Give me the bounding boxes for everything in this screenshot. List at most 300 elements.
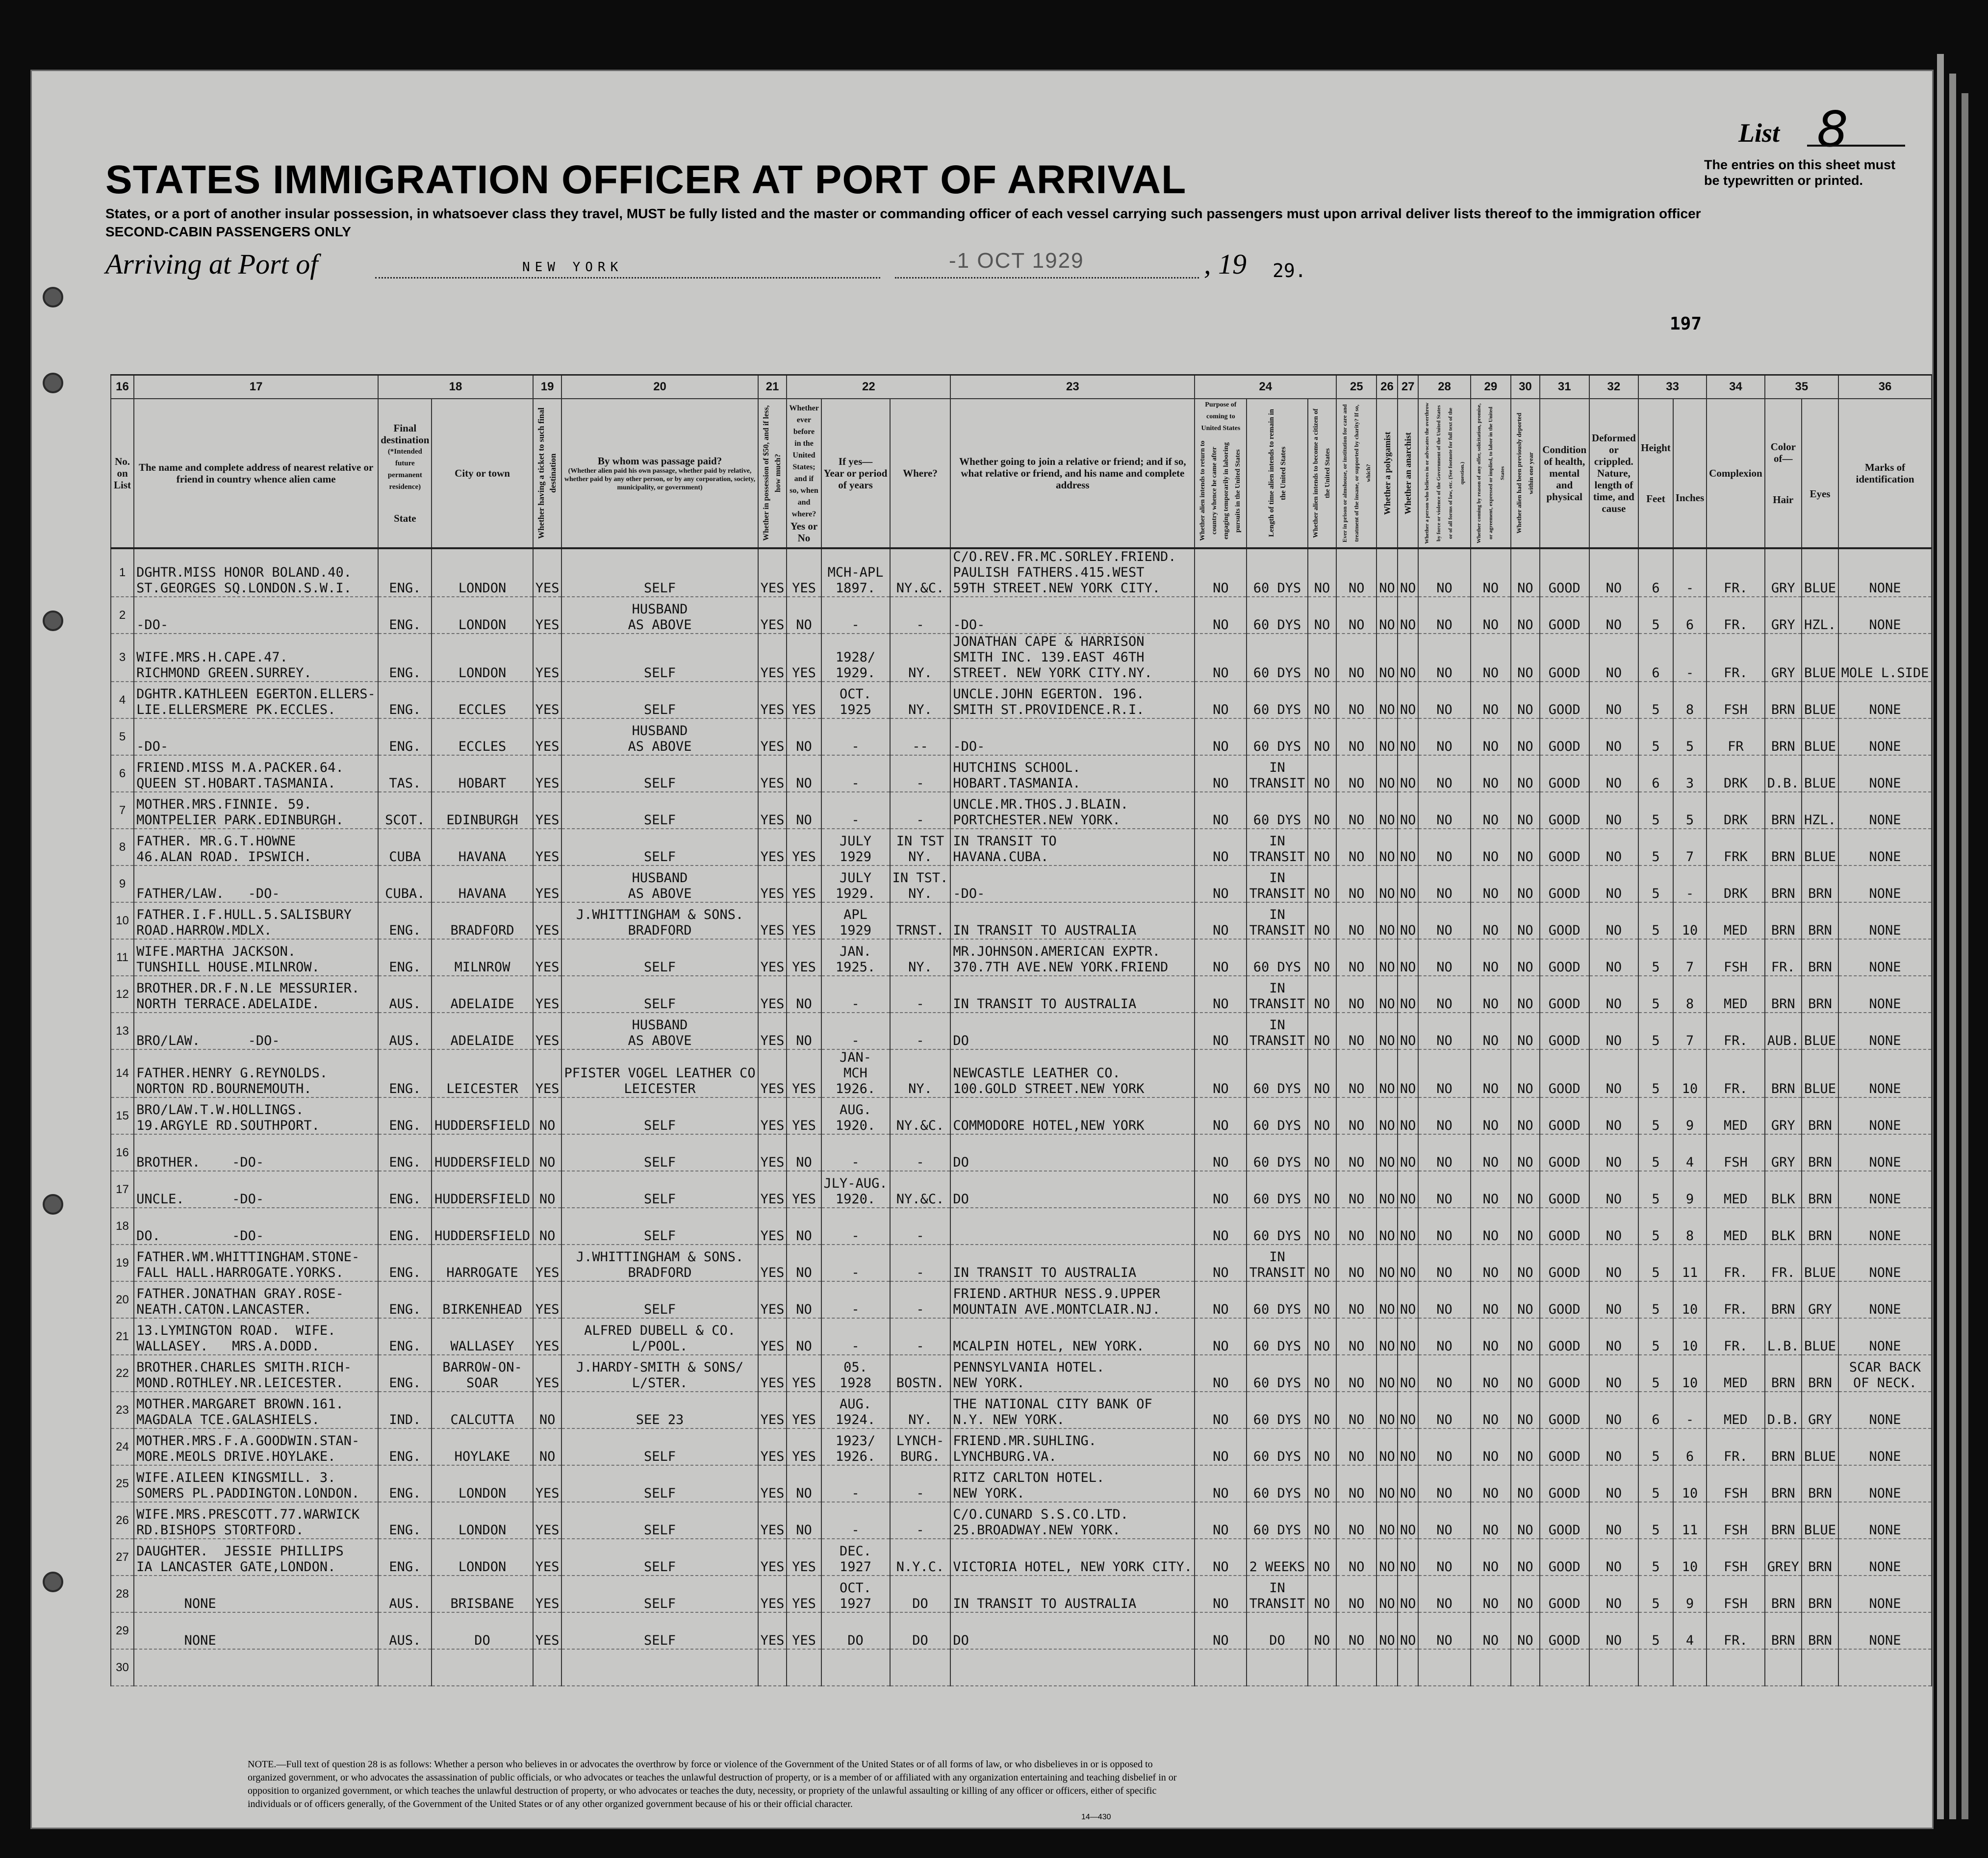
cell-pd: J.WHITTINGHAM & SONS. BRADFORD <box>561 902 758 939</box>
cell-mk: NONE <box>1838 1576 1932 1612</box>
cell-yr: - <box>821 1318 890 1355</box>
cell-ft: 5 <box>1638 682 1673 718</box>
cell-mn: YES <box>758 939 787 976</box>
cell-tk: NO <box>533 1097 562 1134</box>
cell-ft: 5 <box>1638 865 1673 902</box>
cell-in: - <box>1673 548 1707 597</box>
cell-pd: ALFRED DUBELL & CO. L/POOL. <box>561 1318 758 1355</box>
cell-pd: J.HARDY-SMITH & SONS/ L/STER. <box>561 1355 758 1392</box>
cell-in: 6 <box>1673 1428 1707 1465</box>
cell-rel: -DO- <box>134 597 378 634</box>
cell-in: 8 <box>1673 976 1707 1013</box>
cell-mk: NONE <box>1838 939 1932 976</box>
cell-st: ENG. <box>378 1208 432 1245</box>
cell-hr: BRN <box>1765 829 1802 865</box>
cell-len: 60 DYS <box>1247 1097 1307 1134</box>
cell-pd: SELF <box>561 1134 758 1171</box>
cell-ey: BLUE <box>1802 1502 1838 1539</box>
cell-yn: YES <box>787 902 821 939</box>
cell-ey: BLUE <box>1802 548 1838 597</box>
cell-ey: BLUE <box>1802 718 1838 755</box>
cell-st: ENG. <box>378 1245 432 1281</box>
cell-st: ENG. <box>378 1318 432 1355</box>
cell-hl: GOOD <box>1540 1171 1589 1208</box>
cell-ret: NO <box>1195 1049 1247 1097</box>
cell-yn: YES <box>787 865 821 902</box>
cell-ret: NO <box>1195 1392 1247 1428</box>
stacked-page-edge <box>1937 54 1944 1819</box>
cell-q30 <box>1511 1649 1540 1686</box>
cell-q28: NO <box>1418 976 1470 1013</box>
header-marks: Marks of identification <box>1838 399 1932 548</box>
cell-mk: NONE <box>1838 1428 1932 1465</box>
cell-q29: NO <box>1471 718 1511 755</box>
cell-q29: NO <box>1471 1465 1511 1502</box>
cell-yr: 05. 1928 <box>821 1355 890 1392</box>
cell-pol: NO <box>1376 1013 1398 1049</box>
cell-tk: NO <box>533 1392 562 1428</box>
cell-no: 15 <box>111 1097 134 1134</box>
cell-df: NO <box>1589 1318 1639 1355</box>
cell-wh: - <box>890 792 951 829</box>
cell-ret: NO <box>1195 1134 1247 1171</box>
cell-mn: YES <box>758 1612 787 1649</box>
cell-hr: AUB. <box>1765 1013 1802 1049</box>
cell-st: ENG. <box>378 718 432 755</box>
cell-hl: GOOD <box>1540 1318 1589 1355</box>
cell-pr: NO <box>1336 1281 1376 1318</box>
cell-wh: IN TST. NY. <box>890 865 951 902</box>
cell-q28: NO <box>1418 1245 1470 1281</box>
cell-tk: YES <box>533 597 562 634</box>
cell-yr: - <box>821 1465 890 1502</box>
cell-cit: NO <box>1308 1097 1336 1134</box>
cell-q30: NO <box>1511 548 1540 597</box>
cell-q28: NO <box>1418 1502 1470 1539</box>
cell-df: NO <box>1589 1049 1639 1097</box>
cell-rel: FATHER.WM.WHITTINGHAM.STONE- FALL HALL.HARROGATE.YORKS. <box>134 1245 378 1281</box>
cell-len: 60 DYS <box>1247 792 1307 829</box>
cell-wh: NY.&C. <box>890 1171 951 1208</box>
binder-hole <box>43 611 63 631</box>
cell-an: NO <box>1398 1502 1419 1539</box>
cell-yn: YES <box>787 1355 821 1392</box>
cell-ret: NO <box>1195 902 1247 939</box>
cell-rel: FATHER.I.F.HULL.5.SALISBURY ROAD.HARROW.MDLX. <box>134 902 378 939</box>
cell-pr: NO <box>1336 865 1376 902</box>
cell-cit: NO <box>1308 1134 1336 1171</box>
cell-join: IN TRANSIT TO AUSTRALIA <box>950 1245 1195 1281</box>
cell-st: ENG. <box>378 1355 432 1392</box>
cell-q29: NO <box>1471 1134 1511 1171</box>
cell-pr: NO <box>1336 829 1376 865</box>
cell-ret: NO <box>1195 1208 1247 1245</box>
cell-an: NO <box>1398 1392 1419 1428</box>
cell-yn <box>787 1649 821 1686</box>
cell-wh: - <box>890 976 951 1013</box>
cell-pd: HUSBAND AS ABOVE <box>561 597 758 634</box>
cell-mn: YES <box>758 1097 787 1134</box>
cell-city: LEICESTER <box>432 1049 533 1097</box>
cell-no: 6 <box>111 755 134 792</box>
cell-hr: BRN <box>1765 902 1802 939</box>
cell-ft: 5 <box>1638 1465 1673 1502</box>
cell-q30: NO <box>1511 718 1540 755</box>
cell-tk <box>533 1649 562 1686</box>
cell-mn: YES <box>758 976 787 1013</box>
cell-city: HARROGATE <box>432 1245 533 1281</box>
cell-cit: NO <box>1308 1428 1336 1465</box>
cell-st <box>378 1649 432 1686</box>
cell-st: ENG. <box>378 1465 432 1502</box>
cell-q28: NO <box>1418 718 1470 755</box>
cell-mn: YES <box>758 682 787 718</box>
cell-an: NO <box>1398 939 1419 976</box>
cell-tk: YES <box>533 755 562 792</box>
cell-q29: NO <box>1471 548 1511 597</box>
cell-hr: GRY <box>1765 634 1802 682</box>
cell-wh: -- <box>890 718 951 755</box>
cell-no: 20 <box>111 1281 134 1318</box>
cell-rel <box>134 1649 378 1686</box>
header-eyes: Eyes <box>1802 399 1838 548</box>
cell-ey: BLUE <box>1802 1428 1838 1465</box>
cell-hl: GOOD <box>1540 829 1589 865</box>
cell-yn: YES <box>787 548 821 597</box>
cell-join: UNCLE.MR.THOS.J.BLAIN. PORTCHESTER.NEW YORK. <box>950 792 1195 829</box>
cell-yr: - <box>821 1502 890 1539</box>
cell-len <box>1247 1649 1307 1686</box>
cell-hr: L.B. <box>1765 1318 1802 1355</box>
header-before-where: Where? <box>890 399 951 548</box>
cell-pr: NO <box>1336 1355 1376 1392</box>
cell-ret: NO <box>1195 682 1247 718</box>
cell-yn: YES <box>787 1097 821 1134</box>
cell-mn: YES <box>758 1502 787 1539</box>
subtitle: States, or a port of another insular possession, in whatsoever class they travel, MUST be fully listed and the master or commanding officer of each vessel carrying such passengers must upon arrival deliver lists thereof to the immigration officer <box>105 206 1701 221</box>
cell-in: 10 <box>1673 1355 1707 1392</box>
cell-yn: NO <box>787 755 821 792</box>
cell-pr: NO <box>1336 1171 1376 1208</box>
cell-pd: SELF <box>561 1539 758 1576</box>
cell-rel: BROTHER.DR.F.N.LE MESSURIER. NORTH TERRACE.ADELAIDE. <box>134 976 378 1013</box>
cell-ret: NO <box>1195 792 1247 829</box>
cell-len: IN TRANSIT <box>1247 976 1307 1013</box>
cell-pd: SELF <box>561 1465 758 1502</box>
cell-join: C/O.CUNARD S.S.CO.LTD. 25.BROADWAY.NEW YORK. <box>950 1502 1195 1539</box>
cell-q30: NO <box>1511 829 1540 865</box>
cell-len: IN TRANSIT <box>1247 1245 1307 1281</box>
cell-yr: - <box>821 1281 890 1318</box>
cell-join: JONATHAN CAPE & HARRISON SMITH INC. 139.EAST 46TH STREET. NEW YORK CITY.NY. <box>950 634 1195 682</box>
cell-pd: SELF <box>561 548 758 597</box>
cell-ft: 5 <box>1638 792 1673 829</box>
cell-df: NO <box>1589 634 1639 682</box>
cell-len: 60 DYS <box>1247 1134 1307 1171</box>
cell-mk: NONE <box>1838 755 1932 792</box>
cell-mn: YES <box>758 755 787 792</box>
cell-no: 26 <box>111 1502 134 1539</box>
cell-pol: NO <box>1376 1539 1398 1576</box>
cell-q30: NO <box>1511 865 1540 902</box>
cell-st: ENG. <box>378 1502 432 1539</box>
cell-pol: NO <box>1376 548 1398 597</box>
cell-ret: NO <box>1195 1465 1247 1502</box>
cell-cx: DRK <box>1707 755 1765 792</box>
cell-ft: 5 <box>1638 1318 1673 1355</box>
cell-df: NO <box>1589 1281 1639 1318</box>
cell-rel: BRO/LAW.T.W.HOLLINGS. 19.ARGYLE RD.SOUTHPORT. <box>134 1097 378 1134</box>
cell-ey: BLUE <box>1802 829 1838 865</box>
cell-ey: BRN <box>1802 1612 1838 1649</box>
cell-hl: GOOD <box>1540 1392 1589 1428</box>
cell-join: -DO- <box>950 718 1195 755</box>
header-city: City or town <box>432 399 533 548</box>
cell-df: NO <box>1589 718 1639 755</box>
cell-rel: NONE <box>134 1612 378 1649</box>
cell-pd: SELF <box>561 1576 758 1612</box>
cell-ret: NO <box>1195 1171 1247 1208</box>
cell-ft: 5 <box>1638 718 1673 755</box>
cell-city: HOYLAKE <box>432 1428 533 1465</box>
cell-cit: NO <box>1308 1612 1336 1649</box>
cell-cit: NO <box>1308 1245 1336 1281</box>
cell-yr: - <box>821 1134 890 1171</box>
cell-cx: FSH <box>1707 1134 1765 1171</box>
cell-city: HUDDERSFIELD <box>432 1134 533 1171</box>
cell-cx: MED <box>1707 1355 1765 1392</box>
cell-q29: NO <box>1471 1281 1511 1318</box>
cell-cit: NO <box>1308 1355 1336 1392</box>
cell-city: LONDON <box>432 597 533 634</box>
cell-pd: HUSBAND AS ABOVE <box>561 1013 758 1049</box>
cell-st: CUBA <box>378 829 432 865</box>
cell-in <box>1673 1649 1707 1686</box>
cell-q29: NO <box>1471 1428 1511 1465</box>
table-row <box>111 1134 1932 1171</box>
cell-yn: YES <box>787 634 821 682</box>
cell-wh: DO <box>890 1576 951 1612</box>
cell-ey: BRN <box>1802 1097 1838 1134</box>
cell-join: DO <box>950 1134 1195 1171</box>
cell-in: 4 <box>1673 1612 1707 1649</box>
cell-tk: YES <box>533 1245 562 1281</box>
cell-join: C/O.REV.FR.MC.SORLEY.FRIEND. PAULISH FATHERS.415.WEST 59TH STREET.NEW YORK CITY. <box>950 548 1195 597</box>
cell-df: NO <box>1589 865 1639 902</box>
cell-q30: NO <box>1511 1392 1540 1428</box>
cell-mn: YES <box>758 902 787 939</box>
cell-mk: NONE <box>1838 1318 1932 1355</box>
cell-city <box>432 1649 533 1686</box>
cell-ret: NO <box>1195 1502 1247 1539</box>
arrival-date-stamp: -1 OCT 1929 <box>949 249 1084 273</box>
cell-city: BRADFORD <box>432 902 533 939</box>
cell-q30: NO <box>1511 1281 1540 1318</box>
cell-cit: NO <box>1308 1576 1336 1612</box>
cell-join: MCALPIN HOTEL, NEW YORK. <box>950 1318 1195 1355</box>
cell-city: LONDON <box>432 634 533 682</box>
cell-no: 28 <box>111 1576 134 1612</box>
form-number: 14—430 <box>1081 1813 1111 1821</box>
cell-yr: - <box>821 792 890 829</box>
cell-ey: GRY <box>1802 1392 1838 1428</box>
table-row <box>111 755 1932 792</box>
cell-city: LONDON <box>432 1465 533 1502</box>
cell-ey: BLUE <box>1802 1318 1838 1355</box>
cell-no: 13 <box>111 1013 134 1049</box>
cell-q28 <box>1418 1649 1470 1686</box>
cell-hl: GOOD <box>1540 1576 1589 1612</box>
cell-df: NO <box>1589 1465 1639 1502</box>
cell-df: NO <box>1589 829 1639 865</box>
cell-yn: NO <box>787 1134 821 1171</box>
cell-no: 29 <box>111 1612 134 1649</box>
cell-hr: BRN <box>1765 1281 1802 1318</box>
cell-st: AUS. <box>378 1576 432 1612</box>
cell-mk: NONE <box>1838 1502 1932 1539</box>
cell-df: NO <box>1589 597 1639 634</box>
cell-wh: LYNCH- BURG. <box>890 1428 951 1465</box>
cell-no: 27 <box>111 1539 134 1576</box>
cell-ft: 5 <box>1638 1428 1673 1465</box>
cell-wh <box>890 1649 951 1686</box>
cell-wh: - <box>890 1245 951 1281</box>
cell-cx: FR <box>1707 718 1765 755</box>
cell-pr: NO <box>1336 1245 1376 1281</box>
port-dotted-line <box>375 277 880 279</box>
cell-cx: FR. <box>1707 1049 1765 1097</box>
cell-pol: NO <box>1376 597 1398 634</box>
table-row <box>111 829 1932 865</box>
cell-mn: YES <box>758 1134 787 1171</box>
binder-hole <box>43 287 63 307</box>
cell-cx: MED <box>1707 1171 1765 1208</box>
header-return: Purpose of coming to United States Whether alien intends to return to country whence he came after engaging temporarily in laboring pursuits in the United States <box>1195 399 1247 548</box>
cell-pr <box>1336 1649 1376 1686</box>
cell-yr: - <box>821 718 890 755</box>
cell-city: ECCLES <box>432 718 533 755</box>
stacked-page-edge <box>1962 93 1968 1819</box>
cell-in: 6 <box>1673 597 1707 634</box>
cell-wh: - <box>890 1134 951 1171</box>
cell-join: FRIEND.MR.SUHLING. LYNCHBURG.VA. <box>950 1428 1195 1465</box>
cell-pr: NO <box>1336 597 1376 634</box>
cell-hl: GOOD <box>1540 634 1589 682</box>
cell-pol: NO <box>1376 865 1398 902</box>
cell-an: NO <box>1398 1465 1419 1502</box>
header-complexion: Complexion <box>1707 399 1765 548</box>
cell-join: DO <box>950 1171 1195 1208</box>
cell-city: ECCLES <box>432 682 533 718</box>
cell-q29: NO <box>1471 1612 1511 1649</box>
cell-df: NO <box>1589 1171 1639 1208</box>
cell-hl: GOOD <box>1540 1049 1589 1097</box>
cell-in: - <box>1673 865 1707 902</box>
cell-in: 9 <box>1673 1576 1707 1612</box>
cell-in: 3 <box>1673 755 1707 792</box>
header-relative: The name and complete address of nearest relative or friend in country whence alien came <box>134 399 378 548</box>
cell-tk: YES <box>533 1465 562 1502</box>
table-row <box>111 1171 1932 1208</box>
cell-q29: NO <box>1471 1097 1511 1134</box>
cell-mk: NONE <box>1838 865 1932 902</box>
cell-city: ADELAIDE <box>432 976 533 1013</box>
cell-city: HOBART <box>432 755 533 792</box>
cell-cit: NO <box>1308 718 1336 755</box>
table-row <box>111 597 1932 634</box>
cell-rel: WIFE.AILEEN KINGSMILL. 3. SOMERS PL.PADDINGTON.LONDON. <box>134 1465 378 1502</box>
cell-st: IND. <box>378 1392 432 1428</box>
cell-ret: NO <box>1195 1612 1247 1649</box>
cell-mk: NONE <box>1838 1049 1932 1097</box>
cell-pol: NO <box>1376 1097 1398 1134</box>
cell-ret: NO <box>1195 1576 1247 1612</box>
cell-wh: IN TST NY. <box>890 829 951 865</box>
cell-tk: NO <box>533 1134 562 1171</box>
cell-q30: NO <box>1511 755 1540 792</box>
cell-pol: NO <box>1376 1465 1398 1502</box>
cell-q28: NO <box>1418 548 1470 597</box>
cell-yr: OCT. 1925 <box>821 682 890 718</box>
cell-len: 60 DYS <box>1247 1392 1307 1428</box>
table-row <box>111 718 1932 755</box>
cell-q28: NO <box>1418 1465 1470 1502</box>
cell-city: LONDON <box>432 1539 533 1576</box>
cell-ey: BRN <box>1802 1465 1838 1502</box>
cell-in: 7 <box>1673 939 1707 976</box>
cell-q30: NO <box>1511 1318 1540 1355</box>
cell-pr: NO <box>1336 1208 1376 1245</box>
cell-mn: YES <box>758 1355 787 1392</box>
cell-no: 30 <box>111 1649 134 1686</box>
cell-cx: FSH <box>1707 1465 1765 1502</box>
cell-pd: SELF <box>561 976 758 1013</box>
cell-cx: FSH <box>1707 1576 1765 1612</box>
table-row <box>111 1355 1932 1392</box>
cell-in: 9 <box>1673 1171 1707 1208</box>
cell-city: HAVANA <box>432 829 533 865</box>
cell-ret: NO <box>1195 634 1247 682</box>
cell-rel: MOTHER.MRS.FINNIE. 59. MONTPELIER PARK.EDINBURGH. <box>134 792 378 829</box>
cell-yr: JULY 1929. <box>821 865 890 902</box>
cell-an: NO <box>1398 597 1419 634</box>
cell-pol: NO <box>1376 1208 1398 1245</box>
cell-cx: FR. <box>1707 1245 1765 1281</box>
cell-in: 10 <box>1673 902 1707 939</box>
header-deformed: Deformed or crippled. Nature, length of time, and cause <box>1589 399 1639 548</box>
cell-q30: NO <box>1511 1049 1540 1097</box>
header-money: Whether in possession of $50, and if less, how much? <box>758 399 787 548</box>
cell-st: ENG. <box>378 1134 432 1171</box>
cell-wh: - <box>890 597 951 634</box>
cell-len: 60 DYS <box>1247 597 1307 634</box>
cell-q30: NO <box>1511 976 1540 1013</box>
cell-pol: NO <box>1376 1318 1398 1355</box>
cell-q29: NO <box>1471 829 1511 865</box>
cell-q28: NO <box>1418 1097 1470 1134</box>
cell-ft: 5 <box>1638 1013 1673 1049</box>
cell-join: PENNSYLVANIA HOTEL. NEW YORK. <box>950 1355 1195 1392</box>
cell-yn: YES <box>787 1612 821 1649</box>
cell-pr: NO <box>1336 1318 1376 1355</box>
header-prison: Ever in prison or almshouse, or institution for care and treatment of the insane, or supported by charity? If so, which? <box>1336 399 1376 548</box>
cell-cit: NO <box>1308 1539 1336 1576</box>
cell-an: NO <box>1398 1097 1419 1134</box>
cell-an: NO <box>1398 1245 1419 1281</box>
cell-df: NO <box>1589 682 1639 718</box>
column-number-row: 16 17 18 19 20 21 22 23 24 25 26 27 28 29 30 31 32 33 34 35 36 <box>111 375 1932 399</box>
cell-rel: DGHTR.KATHLEEN EGERTON.ELLERS- LIE.ELLERSMERE PK.ECCLES. <box>134 682 378 718</box>
